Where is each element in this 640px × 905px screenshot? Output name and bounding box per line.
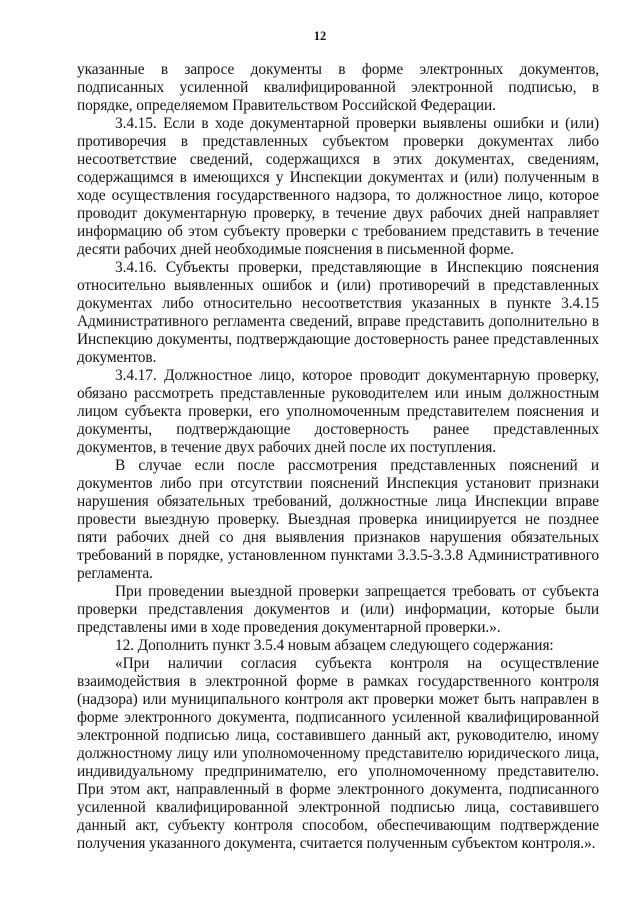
document-body (77, 61, 599, 853)
paragraph-item-12: 12. Дополнить пункт 3.5.4 новым абзацем следующего содержания: (115, 637, 554, 654)
paragraph-new-clause: «При наличии согласия субъекта контроля на осуществление взаимодействия в электронной форме в рамках государственного контроля (надзора) или муниципального контроля акт проверки может быть направлен в форме электронного документа, подписанного усиленной квалифицированной электронной подписью лица, составившего данный акт, руководителю, иному должностному лицу или уполномоченному представителю юридического лица, индивидуальному предпринимателю, его уполномоченному представителю. При этом акт, направленный в форме электронного документа, подписанного усиленной квалифицированной электронной подписью лица, составившего данный акт, субъекту контроля способом, обеспечивающим подтверждение получения указанного документа, считается полученным субъектом контроля.». (77, 655, 599, 852)
page-number: 12 (313, 29, 327, 43)
paragraph-continuation: указанные в запросе документы в форме электронных документов, подписанных усиленной квалифицированной электронной подписью, в порядке, определяемом Правительством Российской Федерации. (77, 61, 599, 114)
paragraph-field-inspection: В случае если после рассмотрения представленных пояснений и документов либо при отсутствии пояснений Инспекция установит признаки нарушения обязательных требований, должностные лица Инспекции вправе провести выездную проверку. Выездная проверка инициируется не позднее пяти рабочих дней со дня выявления признаков нарушения обязательных требований в порядке, установленном пунктами 3.3.5-3.3.8 Административного регламента. (77, 457, 599, 582)
paragraph-3-4-15: 3.4.15. Если в ходе документарной проверки выявлены ошибки и (или) противоречия в представленных субъектом проверки документах либо несоответствие сведений, содержащихся в этих документах, сведениям, содержащимся в имеющихся у Инспекции документах и (или) полученным в ходе осуществления государственного надзора, то должностное лицо, которое проводит документарную проверку, в течение двух рабочих дней направляет информацию об этом субъекту проверки с требованием представить в течение десяти рабочих дней необходимые пояснения в письменной форме. (77, 115, 599, 258)
paragraph-prohibition: При проведении выездной проверки запрещается требовать от субъекта проверки представления документов и (или) информации, которые были представлены ими в ходе проведения документарной проверки.». (77, 583, 599, 636)
paragraph-3-4-16: 3.4.16. Субъекты проверки, представляющие в Инспекцию пояснения относительно выявленных ошибок и (или) противоречий в представленных документах либо относительно несоответствия указанных в пункте 3.4.15 Административного регламента сведений, вправе представить дополнительно в Инспекцию документы, подтверждающие достоверность ранее представленных документов. (77, 259, 599, 366)
paragraph-3-4-17: 3.4.17. Должностное лицо, которое проводит документарную проверку, обязано рассмотреть представленные руководителем или иным должностным лицом субъекта проверки, его уполномоченным представителем пояснения и документы, подтверждающие достоверность ранее представленных документов, в течение двух рабочих дней после их поступления. (77, 367, 599, 456)
